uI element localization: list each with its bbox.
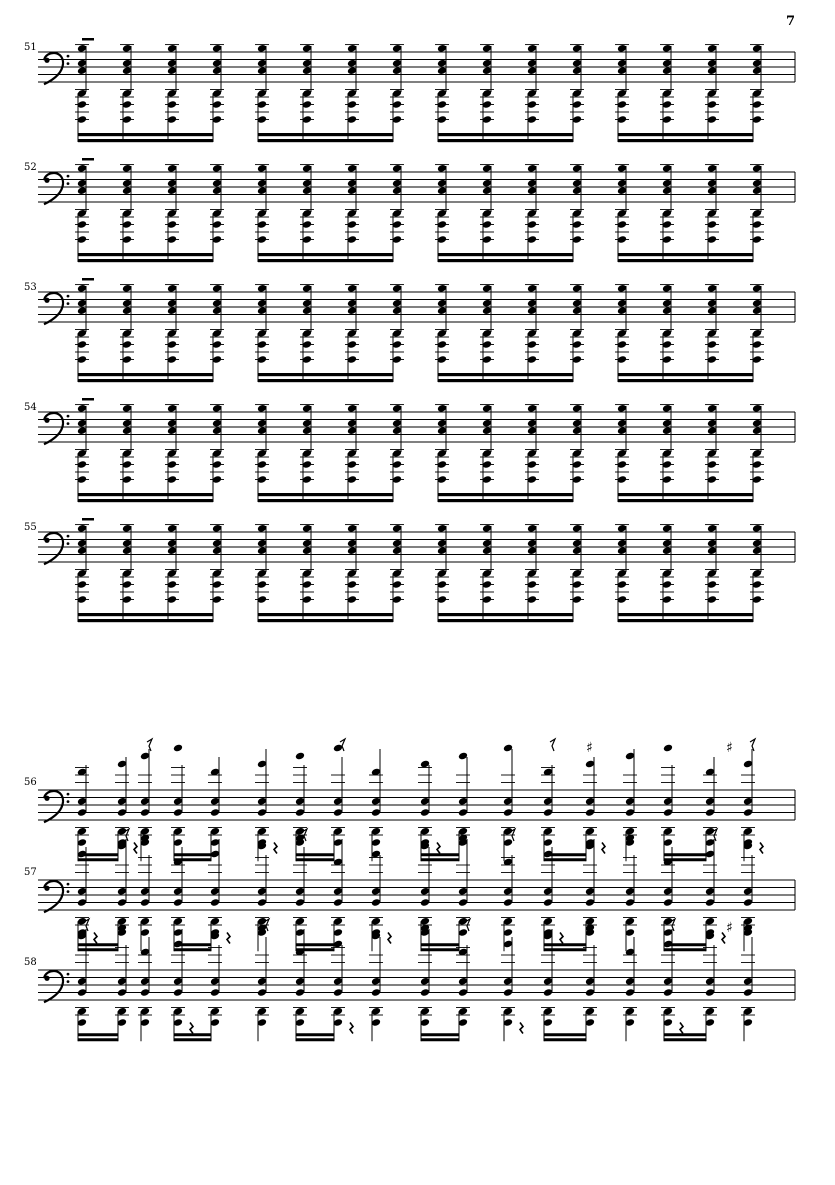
chord [705,284,719,382]
chord [435,284,449,382]
system [24,919,795,1041]
sharp-icon: ♯ [586,920,593,936]
chord [435,404,449,502]
chord [456,945,470,1041]
chord [525,44,539,142]
measure-number: 52 [24,162,37,173]
chord [741,924,755,1042]
chord [369,932,383,1042]
chord [660,284,674,382]
chord [75,44,89,142]
chord [661,744,675,862]
chord [300,44,314,142]
chord [115,924,129,1042]
chord [208,932,222,1042]
chord [255,404,269,502]
chord [165,284,179,382]
system [24,158,795,262]
system [24,38,795,142]
chord [480,284,494,382]
chord [660,44,674,142]
chord [623,937,637,1041]
chord [331,744,345,862]
chord [703,932,717,1042]
chord [661,847,675,951]
chord [171,744,185,862]
rest-icon [190,1023,193,1034]
rest-icon [722,933,725,944]
chord [501,937,515,1041]
chord [390,164,404,262]
chord [255,284,269,382]
bass-clef-icon [44,791,69,822]
chord [390,284,404,382]
chord [525,404,539,502]
chord [583,924,597,1042]
chord [456,752,470,862]
chord [525,164,539,262]
rest-icon [388,933,391,944]
chord [255,164,269,262]
measure-number: 57 [24,867,37,878]
chord [165,404,179,502]
rest-icon [274,843,277,854]
sharp-icon: ♯ [726,920,733,936]
chord [750,284,764,382]
page-number: 7 [785,14,795,29]
measure-number: 51 [24,42,37,53]
chord [75,524,89,622]
chord [750,164,764,262]
system [24,739,795,861]
chord [120,284,134,382]
chord [345,164,359,262]
chord [615,284,629,382]
chord [210,284,224,382]
chord [345,524,359,622]
rest-icon [94,933,97,944]
chord [435,44,449,142]
chord [660,404,674,502]
chord [293,834,307,952]
rest-icon [350,1023,353,1034]
chord [615,164,629,262]
chord [120,44,134,142]
chord [255,842,269,952]
bass-clef-icon [44,533,69,564]
chord [480,44,494,142]
chord [456,834,470,952]
bass-clef-icon [44,881,69,912]
chord [345,284,359,382]
chord [705,44,719,142]
chord [165,44,179,142]
chord [138,834,152,952]
rest-icon [760,843,763,854]
system [24,278,795,382]
chord [75,284,89,382]
chord [615,524,629,622]
chord [138,937,152,1041]
measure-number: 56 [24,777,37,788]
bass-clef-icon [44,971,69,1002]
rest-icon [602,843,605,854]
chord [75,404,89,502]
system [24,829,795,951]
measure-number: 53 [24,282,37,293]
chord [300,284,314,382]
chord [120,404,134,502]
chord [705,164,719,262]
chord [480,404,494,502]
chord [541,765,555,861]
chord [75,164,89,262]
chord [331,940,345,1042]
chord [390,44,404,142]
chord [615,44,629,142]
chord [120,164,134,262]
rest-icon [680,1023,683,1034]
system [24,518,795,622]
rest-icon [560,933,563,944]
chord [293,752,307,862]
chord [210,524,224,622]
rest-icon [520,1023,523,1034]
bass-clef-icon [44,413,69,444]
chord [210,44,224,142]
chord [390,404,404,502]
rest-icon [437,843,440,854]
rest-icon [134,843,137,854]
chord [435,524,449,622]
sharp-icon: ♯ [726,740,733,756]
measure-number: 55 [24,522,37,533]
chord [501,855,515,951]
chord [615,404,629,502]
chord [705,524,719,622]
chord [171,847,185,951]
chord [750,404,764,502]
chord [418,842,432,952]
chord [480,524,494,622]
chord [75,765,89,861]
chord [501,744,515,862]
chord [418,924,432,1042]
chord [750,44,764,142]
chord [210,164,224,262]
rest-icon [550,739,555,751]
chord [660,164,674,262]
chord [570,164,584,262]
rest-icon [227,933,230,944]
chord [525,284,539,382]
chord [255,524,269,622]
chord [705,404,719,502]
bass-clef-icon [44,53,69,84]
chord [623,834,637,952]
chord [345,404,359,502]
chord [570,524,584,622]
chord [741,842,755,952]
chord [255,924,269,1042]
chord [345,44,359,142]
chord [210,404,224,502]
chord [435,164,449,262]
chord [208,757,222,861]
system [24,398,795,502]
chord [165,524,179,622]
chord [750,524,764,622]
measure-number: 58 [24,957,37,968]
chord [525,524,539,622]
measure-number: 54 [24,402,37,413]
chord [570,284,584,382]
chord [120,524,134,622]
chord [570,404,584,502]
sharp-icon: ♯ [586,740,593,756]
chord [660,524,674,622]
bass-clef-icon [44,173,69,204]
chord [390,524,404,622]
chord [300,524,314,622]
bass-clef-icon [44,293,69,324]
chord [703,757,717,861]
chord [165,164,179,262]
chord [570,44,584,142]
chord [480,164,494,262]
chord [300,164,314,262]
chord [300,404,314,502]
chord [255,44,269,142]
